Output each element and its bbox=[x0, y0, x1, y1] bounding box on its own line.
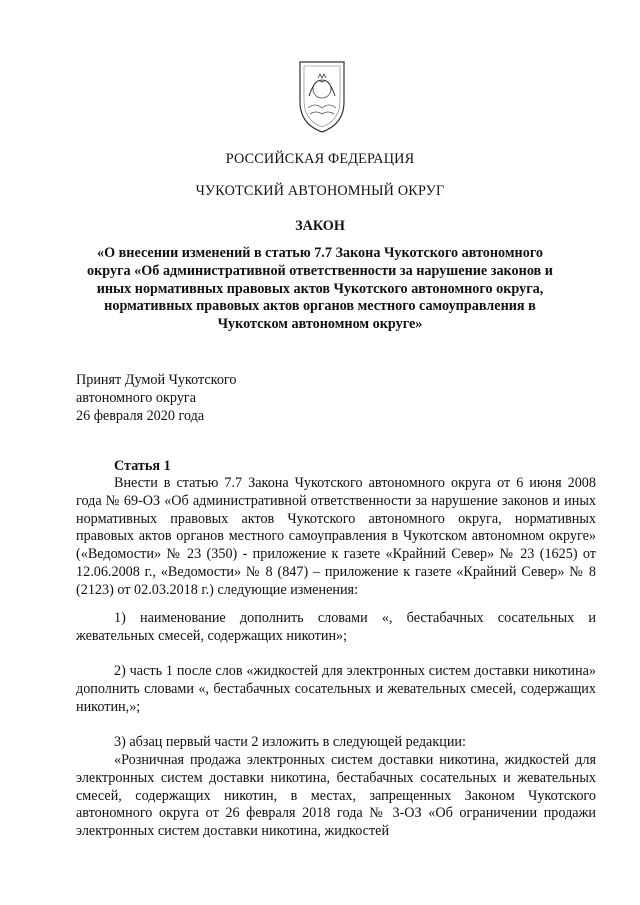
adoption-line-1: Принят Думой Чукотского bbox=[76, 372, 237, 388]
article-intro-paragraph: Внести в статью 7.7 Закона Чукотского автономного округа от 6 июня 2008 года № 69-ОЗ «Об административной ответственности за нарушение законов и иных нормативных правовых актов Чукотского автономного округа, нормативных правовых актов органов местного самоуправления в Чукотском автономном округе» («Ведомости» № 23 (350) - приложение к газете «Крайний Север» № 23 (1625) от 12.06.2008 г., «Ведомости» № 8 (847) – приложение к газете «Крайний Север» № 8 (2123) от 02.03.2018 г.) следующие изменения: bbox=[76, 475, 596, 598]
article-heading: Статья 1 bbox=[114, 458, 171, 474]
amendment-item-3-text: «Розничная продажа электронных систем доставки никотина, жидкостей для электронных систем доставки никотина, бестабачных сосательных и жевательных смесей, содержащих никотин, в местах, запрещенных Законом Чукотского автономного округа от 26 февраля 2018 года № 3-ОЗ «Об ограничении продажи электронных систем доставки никотина, жидкостей bbox=[76, 752, 596, 840]
coat-of-arms-icon bbox=[296, 56, 348, 136]
adoption-date: 26 февраля 2020 года bbox=[76, 407, 205, 424]
adoption-info bbox=[76, 372, 236, 425]
law-title: «О внесении изменений в статью 7.7 Закона Чукотского автономного округа «Об административной ответственности за нарушение законов и иных нормативных правовых актов Чукотского автономного округа, нормативных правовых актов органов местного самоуправления в Чукотском автономном округе» bbox=[87, 245, 553, 333]
country-heading: РОССИЙСКАЯ ФЕДЕРАЦИЯ bbox=[225, 151, 415, 167]
region-heading: ЧУКОТСКИЙ АВТОНОМНЫЙ ОКРУГ bbox=[195, 183, 445, 199]
doc-type-heading: ЗАКОН bbox=[295, 218, 345, 234]
adoption-line-2: автономного округа bbox=[76, 389, 197, 406]
amendment-item-3: 3) абзац первый части 2 изложить в следующей редакции: bbox=[114, 734, 466, 750]
amendment-item-1: 1) наименование дополнить словами «, бестабачных сосательных и жевательных смесей, содержащих никотин»; bbox=[76, 610, 596, 644]
amendment-item-2: 2) часть 1 после слов «жидкостей для электронных систем доставки никотина» дополнить словами «, бестабачных сосательных и жевательных смесей, содержащих никотин,»; bbox=[76, 663, 596, 715]
